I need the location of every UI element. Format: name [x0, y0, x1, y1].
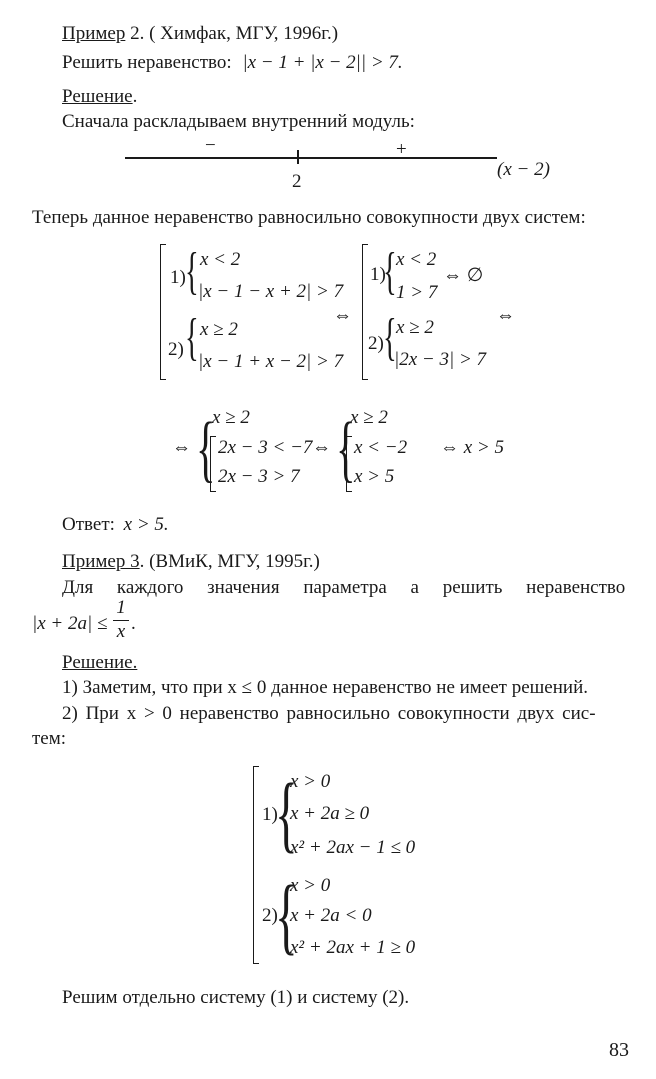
step3-bracket-b [346, 436, 352, 492]
page-number: 83 [609, 1039, 629, 1061]
example3-sys1-line2: x + 2a ≥ 0 [290, 803, 370, 824]
step3-brace-b: { [336, 408, 356, 490]
left-sys1-number: 1) [170, 267, 186, 288]
example3-sys2-line2: x + 2a < 0 [290, 905, 372, 926]
number-line-minus: − [205, 135, 216, 156]
fraction-numerator: 1 [116, 597, 126, 618]
example2-task [62, 53, 403, 72]
example3-sys1-line1: x > 0 [290, 771, 331, 792]
number-line-expr: (x − 2) [497, 159, 550, 180]
right-sys2-line2: |2x − 3| > 7 [394, 349, 487, 370]
step3-a2: 2x − 3 < −7 [218, 437, 313, 458]
example3-inequality-end: . [131, 613, 136, 634]
example3-brace-2: { [275, 867, 298, 963]
right-set-bracket [362, 244, 368, 380]
step3-iff1: ⇔ [172, 437, 191, 458]
right-sys1-number: 1) [370, 264, 386, 285]
left-sys2-number: 2) [168, 339, 184, 360]
example3-closing: Решим отдельно систему (1) и систему (2). [62, 987, 410, 1008]
step3-a1: x ≥ 2 [212, 407, 250, 428]
example3-note2b: тем: [32, 728, 67, 749]
example3-note1: 1) Заметим, что при x ≤ 0 данное неравенство не имеет решений. [62, 677, 588, 698]
right-brace-1: { [383, 243, 397, 300]
example3-inequality-left: |x + 2a| ≤ [32, 613, 108, 634]
example2-title-label: Пример [62, 23, 126, 44]
example2-inequality: |x − 1 + |x − 2|| > 7. [242, 52, 403, 73]
example3-note2a: 2) При x > 0 неравенство равносильно совокупности двух сис- [62, 703, 596, 724]
answer-label: Ответ: [62, 514, 115, 535]
example2-title [62, 24, 338, 43]
number-line-plus: + [396, 139, 407, 160]
right-sys2-number: 2) [368, 333, 384, 354]
example3-brace-1: { [275, 765, 298, 861]
example3-sys2-number: 2) [262, 905, 278, 926]
left-sys2-line1: x ≥ 2 [200, 319, 238, 340]
example3-sys2-line1: x > 0 [290, 875, 331, 896]
right-sys1-line2: 1 > 7 [396, 282, 438, 303]
step3-brace-a: { [196, 408, 216, 490]
example2-answer [62, 515, 169, 534]
step3-b1: x ≥ 2 [350, 407, 388, 428]
answer-value: x > 5. [123, 514, 169, 535]
example3-fraction [113, 598, 129, 643]
step3-b3: x > 5 [354, 466, 395, 487]
example2-task-text: Решить неравенство: [62, 52, 232, 73]
step3-bracket-a [210, 436, 216, 492]
example3-set-bracket [253, 766, 259, 964]
equivalence-text: Теперь данное неравенство равносильно совокупности двух систем: [32, 207, 586, 228]
number-line-tick [297, 150, 299, 164]
step3-a3: 2x − 3 > 7 [218, 466, 300, 487]
left-set-bracket [160, 244, 166, 380]
example3-solution-label: Решение. [62, 652, 138, 673]
iff-right: ⇔ [496, 305, 515, 326]
example3-task: Для каждого значения параметра a решить неравенство [62, 577, 626, 598]
example2-solution-label: Решение [62, 86, 133, 107]
example2-first-step: Сначала раскладываем внутренний модуль: [62, 111, 415, 132]
iff-middle: ⇔ [333, 305, 352, 326]
example3-sys1-line3: x² + 2ax − 1 ≤ 0 [290, 837, 416, 858]
step3-iff2: ⇔ [312, 437, 331, 458]
example2-solution-dot: . [132, 86, 138, 107]
number-line [125, 157, 497, 159]
right-sys1-empty: ⇔ ∅ [443, 265, 484, 286]
number-line-point: 2 [292, 171, 302, 192]
example2-title-rest: 2. ( Химфак, МГУ, 1996г.) [125, 23, 339, 44]
left-brace-1: { [185, 243, 199, 300]
left-sys2-line2: |x − 1 + x − 2| > 7 [198, 351, 344, 372]
left-brace-2: { [185, 309, 199, 366]
fraction-denominator: x [116, 620, 126, 642]
example3-sys2-line3: x² + 2ax + 1 ≥ 0 [290, 937, 416, 958]
right-sys2-line1: x ≥ 2 [396, 317, 434, 338]
example3-title-rest: . (ВМиК, МГУ, 1995г.) [139, 551, 320, 572]
right-brace-2: { [383, 309, 397, 366]
step3-b2: x < −2 [354, 437, 408, 458]
left-sys1-line1: x < 2 [200, 249, 241, 270]
example3-sys1-number: 1) [262, 804, 278, 825]
example3-title-label: Пример 3 [62, 551, 140, 572]
example3-title [62, 552, 320, 571]
right-sys1-line1: x < 2 [396, 249, 437, 270]
left-sys1-line2: |x − 1 − x + 2| > 7 [198, 281, 344, 302]
step3-result: ⇔ x > 5 [440, 437, 505, 458]
example2-solution-heading [62, 87, 137, 106]
